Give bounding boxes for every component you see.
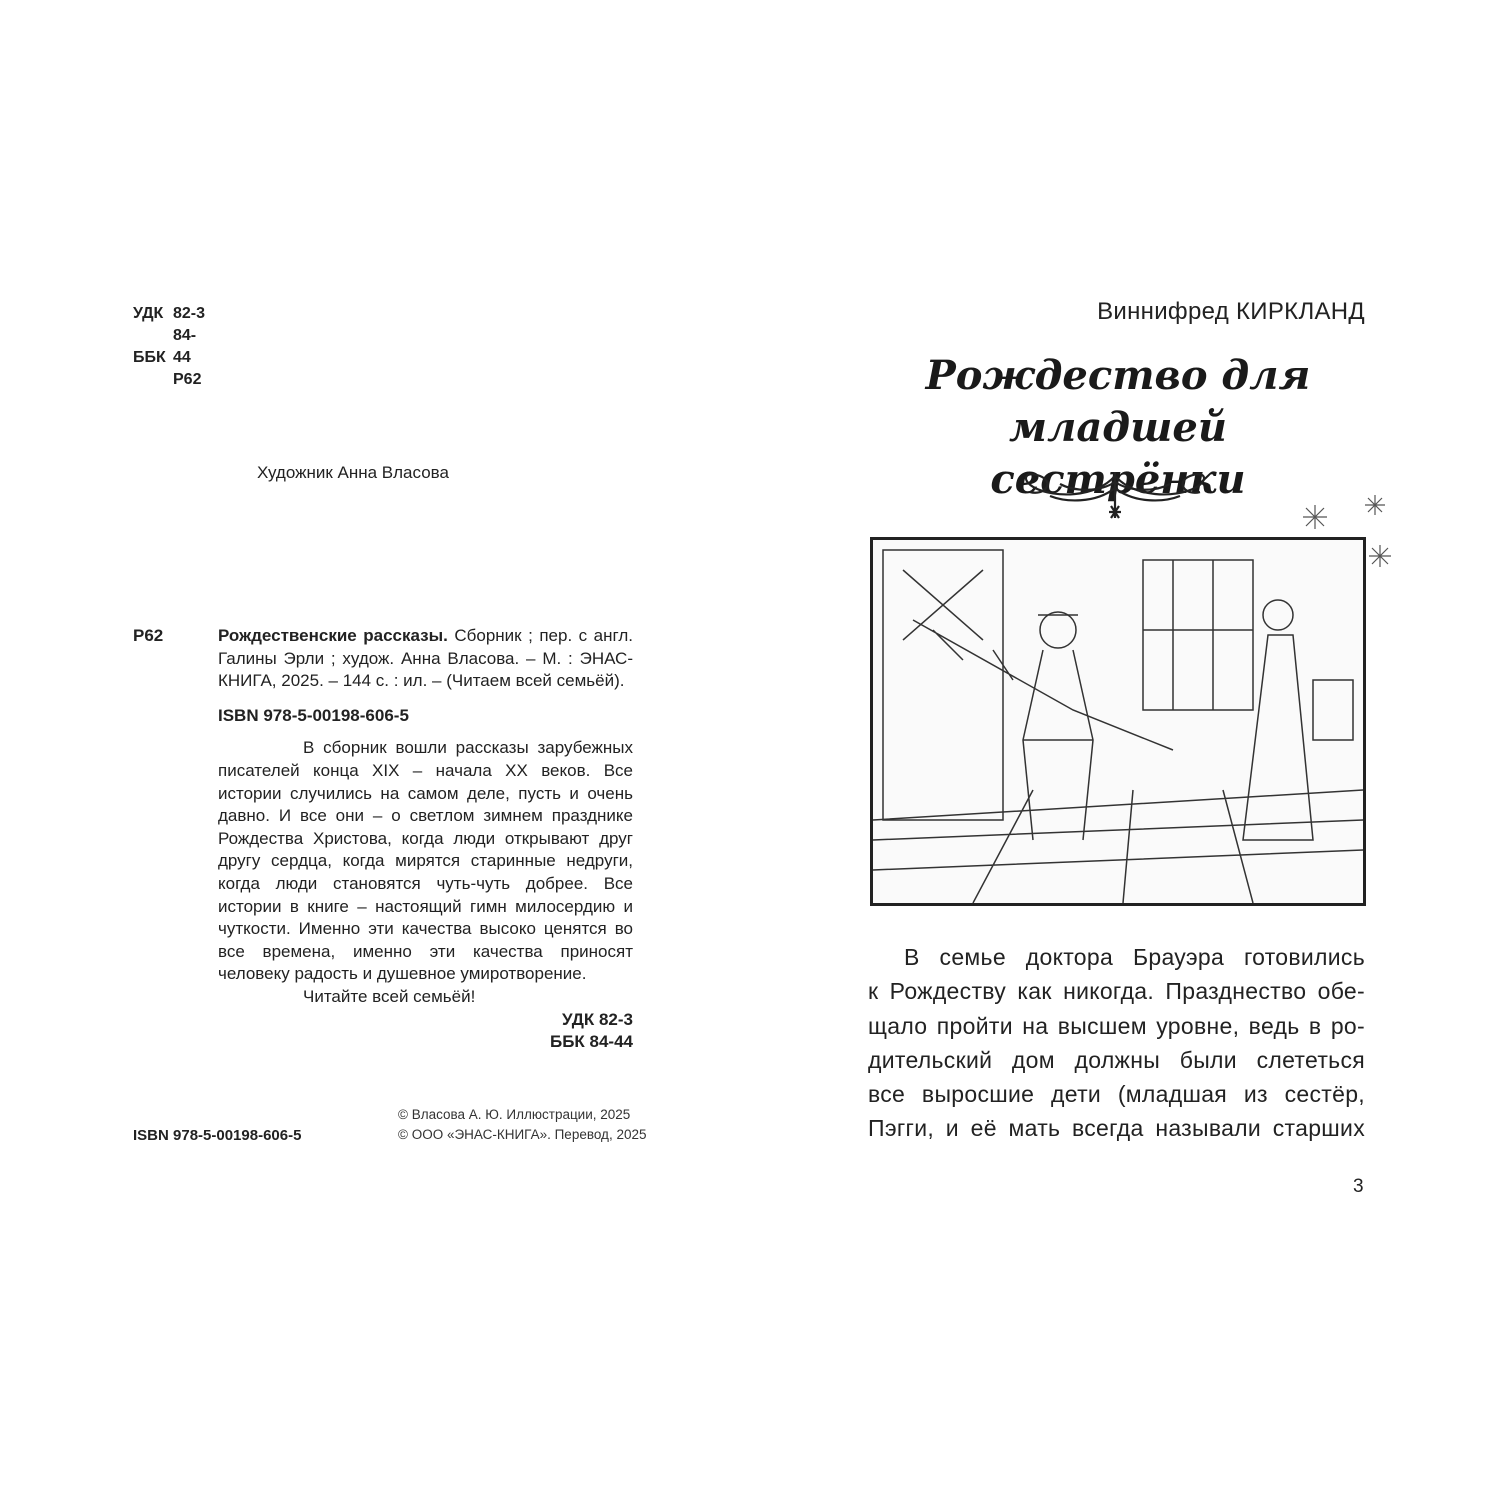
ornament-divider	[1015, 468, 1215, 523]
classification-codes: УДК 82-3 ББК84-44 Р62	[133, 305, 206, 388]
biblio-description: Рождественские рассказы. Сборник ; пер. с англ. Галины Эрли ; худож. Анна Власова. – М. : ЭНАС-КНИГА, 2025. – 144 с. : ил. – (Читаем всей семьёй).	[218, 626, 633, 691]
isbn: ISBN 978-5-00198-606-5	[218, 705, 409, 725]
illustration-sketch	[873, 540, 1363, 903]
isbn-bottom: ISBN 978-5-00198-606-5	[133, 1127, 302, 1144]
copyright: © Власова А. Ю. Иллюстрации, 2025 © ООО «ЭНАС-КНИГА». Перевод, 2025	[398, 1107, 647, 1142]
author-name: Виннифред КИРКЛАНД	[1097, 298, 1365, 325]
bibliographic-record	[133, 625, 633, 1054]
closing: Читайте всей семьёй!	[303, 986, 476, 1006]
bbk-bottom: ББК 84-44	[549, 1032, 633, 1052]
biblio-code: Р62	[133, 626, 164, 645]
story-illustration	[870, 537, 1366, 906]
udk-bottom: УДК 82-3	[562, 1009, 633, 1029]
story-title: Рождество для младшей сестрёнки	[925, 352, 1311, 503]
page-number: 3	[1353, 1176, 1364, 1197]
annotation: В сборник вошли рассказы зарубежных писателей конца XIX – начала XX веков. Все истории случились на самом деле, пусть и очень давно. И все они – о светлом зимнем празднике Рождества Христова, когда люди открывают друг другу сердца, когда мирятся старинные недруги, когда люди становятся чуть-чуть добрее. Все истории в книге – настоящий гимн милосердию и чуткости. Именно эти качества высоко ценятся во все времена, именно эти качества приносят человеку радость и душевное умиротворение.	[218, 738, 633, 984]
story-text: В семье доктора Брауэра готовились к Рождеству как никогда. Празднество обе- щало пройти на высшем уровне, ведь в ро- дительский дом должны были слететься все выросшие дети (младшая из сестёр, Пэгги, и её мать всегда называли старших	[868, 944, 1365, 1142]
artist-credit: Художник Анна Власова	[257, 463, 449, 482]
